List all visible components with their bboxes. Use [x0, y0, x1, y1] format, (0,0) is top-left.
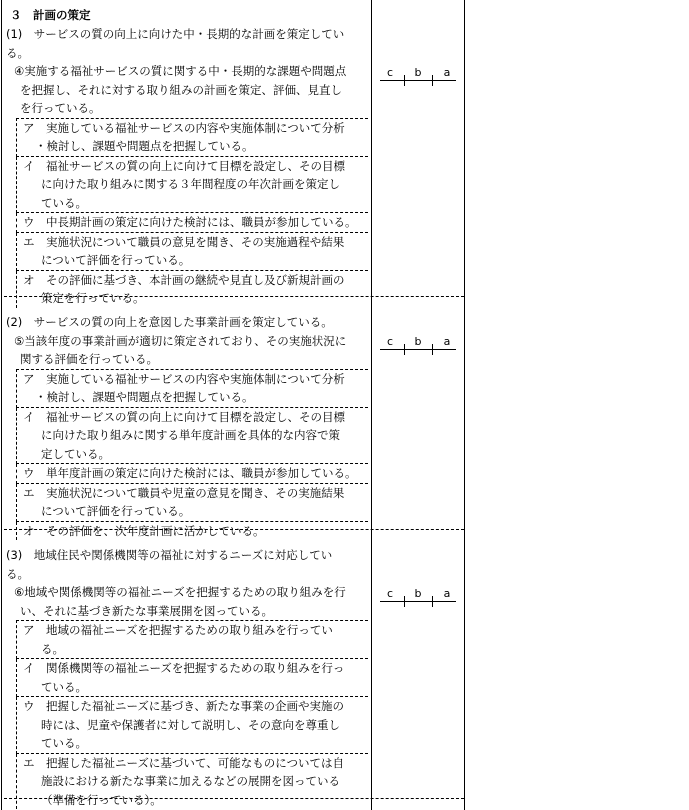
rating-tick	[404, 75, 405, 86]
item-1-criterion: ④実施する福祉サービスの質に関する中・長期的な課題や問題点 を把握し、それに対する取り組みの計画を策定、評価、見直し を行っている。	[14, 64, 347, 115]
row-divider	[4, 296, 464, 297]
subitem-2e: オ その評価を、次年度計画に活かしている。	[16, 522, 368, 541]
subitem-1c: ウ 中長期計画の策定に向けた検討には、職員が参加している。	[16, 213, 368, 233]
subitem-2a: ア 実施している福祉サービスの内容や実施体制について分析 ・検討し、課題や問題点を把握している。	[16, 369, 368, 408]
rating-tick	[432, 596, 433, 607]
subitem-1e: オ その評価に基づき、本計画の継続や見直し及び新規計画の 策定を行っている。	[16, 271, 368, 308]
subitem-3b: イ 関係機関等の福祉ニーズを把握するための取り組みを行っ ている。	[16, 659, 368, 697]
column-divider-rating	[464, 0, 465, 810]
column-divider-text	[371, 0, 372, 810]
subitem-2d: エ 実施状況について職員や児童の意見を聞き、その実施結果 について評価を行っている。	[16, 484, 368, 522]
subitem-3a: ア 地域の福祉ニーズを把握するための取り組みを行ってい る。	[16, 620, 368, 659]
rating-baseline	[380, 601, 456, 602]
item-3-criterion: ⑥地域や関係機関等の福祉ニーズを把握するための取り組みを行 い、それに基づき新たな事業展開を図っている。	[14, 585, 346, 618]
item-1-heading: (1) サービスの質の向上に向けた中・長期的な計画を策定してい る。	[6, 27, 345, 60]
rating-a: a	[443, 335, 451, 348]
item-2-criterion: ⑤当該年度の事業計画が適切に策定されており、その実施状況に 関する評価を行っている。	[14, 333, 347, 366]
item-3-heading: (3) 地域住民や関係機関等の福祉に対するニーズに対応してい る。	[6, 548, 333, 581]
table-left-border	[1, 0, 2, 810]
item-1-subitems	[4, 118, 368, 308]
subitem-1b: イ 福祉サービスの質の向上に向けて目標を設定し、その目標 に向けた取り組みに関する３年間程度の年次計画を策定し ている。	[16, 157, 368, 214]
row-divider	[4, 529, 464, 530]
rating-baseline	[380, 349, 456, 350]
rating-a: a	[443, 66, 451, 79]
rating-tick	[404, 596, 405, 607]
rating-b: b	[414, 587, 422, 600]
rating-baseline	[380, 80, 456, 81]
rating-b: b	[414, 66, 422, 79]
item-2-subitems	[4, 369, 368, 541]
item-3	[4, 546, 368, 809]
item-1	[4, 25, 368, 308]
item-2	[4, 313, 368, 540]
rating-scale-3[interactable]	[380, 587, 456, 613]
rating-tick	[432, 344, 433, 355]
rating-c: c	[386, 66, 394, 79]
subitem-3c: ウ 把握した福祉ニーズに基づき、新たな事業の企画や実施の 時には、児童や保護者に対して説明し、その意向を尊重し ている。	[16, 697, 368, 754]
rating-scale-1[interactable]	[380, 66, 456, 92]
subitem-1d: エ 実施状況について職員の意見を聞き、その実施過程や結果 について評価を行っている。	[16, 233, 368, 271]
subitem-2b: イ 福祉サービスの質の向上に向けて目標を設定し、その目標 に向けた取り組みに関する単年度計画を具体的な内容で策 定している。	[16, 408, 368, 465]
subitem-2c: ウ 単年度計画の策定に向けた検討には、職員が参加している。	[16, 464, 368, 484]
rating-a: a	[443, 587, 451, 600]
item-3-subitems	[4, 620, 368, 809]
rating-tick	[432, 75, 433, 86]
section-title: ３ 計画の策定	[10, 8, 91, 22]
rating-b: b	[414, 335, 422, 348]
rating-c: c	[386, 587, 394, 600]
rating-tick	[404, 344, 405, 355]
rating-c: c	[386, 335, 394, 348]
row-divider	[4, 798, 464, 799]
item-2-heading: (2) サービスの質の向上を意図した事業計画を策定している。	[6, 315, 333, 329]
subitem-3d: エ 把握した福祉ニーズに基づいて、可能なものについては自 施設における新たな事業に加えるなどの展開を図っている （準備を行っている）。	[16, 754, 368, 810]
subitem-1a: ア 実施している福祉サービスの内容や実施体制について分析 ・検討し、課題や問題点を把握している。	[16, 118, 368, 157]
rating-scale-2[interactable]	[380, 335, 456, 361]
